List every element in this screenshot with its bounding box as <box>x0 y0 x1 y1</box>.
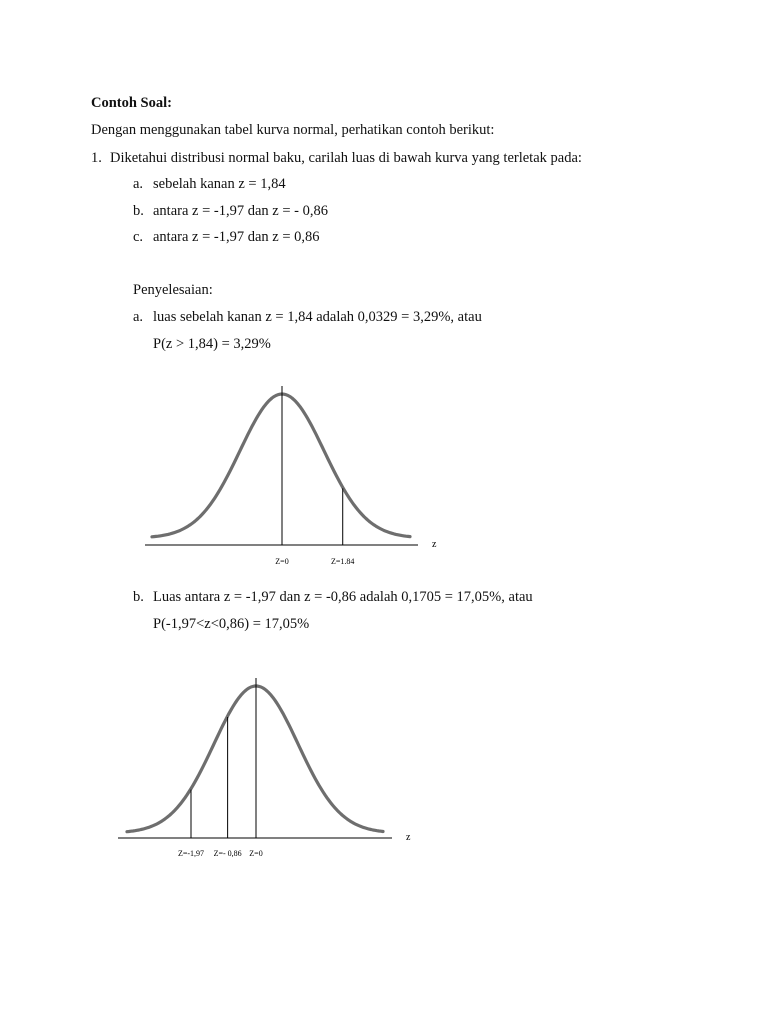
normal-curve-figure-b <box>0 670 460 870</box>
solution-a-text: luas sebelah kanan z = 1,84 adalah 0,0329 = 3,29%, atau <box>153 309 482 325</box>
solution-title: Penyelesaian: <box>133 282 213 298</box>
z-marker-label: Z=0 <box>249 849 263 858</box>
problem-text: Diketahui distribusi normal baku, carilah luas di bawah kurva yang terletak pada: <box>110 150 582 166</box>
item-b-text: antara z = -1,97 dan z = - 0,86 <box>153 203 328 219</box>
item-b-marker: b. <box>133 203 144 219</box>
item-a-text: sebelah kanan z = 1,84 <box>153 176 286 192</box>
heading: Contoh Soal: <box>91 95 172 111</box>
z-marker-label: Z=- 0,86 <box>213 849 242 858</box>
z-marker-label: Z=0 <box>275 557 289 566</box>
z-marker-label: Z=1.84 <box>331 557 355 566</box>
solution-a-formula: P(z > 1,84) = 3,29% <box>153 336 271 352</box>
solution-a-marker: a. <box>133 309 144 325</box>
axis-label: z <box>432 539 437 550</box>
solution-b-marker: b. <box>133 589 144 605</box>
item-c-text: antara z = -1,97 dan z = 0,86 <box>153 229 320 245</box>
axis-label: z <box>406 832 411 843</box>
item-a-marker: a. <box>133 176 144 192</box>
solution-b-text: Luas antara z = -1,97 dan z = -0,86 adalah 0,1705 = 17,05%, atau <box>153 589 533 605</box>
normal-curve-figure-a <box>0 380 460 580</box>
normal-curve <box>152 394 410 537</box>
problem-number: 1. <box>91 150 102 166</box>
item-c-marker: c. <box>133 229 144 245</box>
z-marker-label: Z=-1,97 <box>177 849 205 858</box>
normal-curve <box>127 686 383 832</box>
solution-b-formula: P(-1,97<z<0,86) = 17,05% <box>153 616 310 632</box>
intro-text: Dengan menggunakan tabel kurva normal, perhatikan contoh berikut: <box>91 122 495 138</box>
